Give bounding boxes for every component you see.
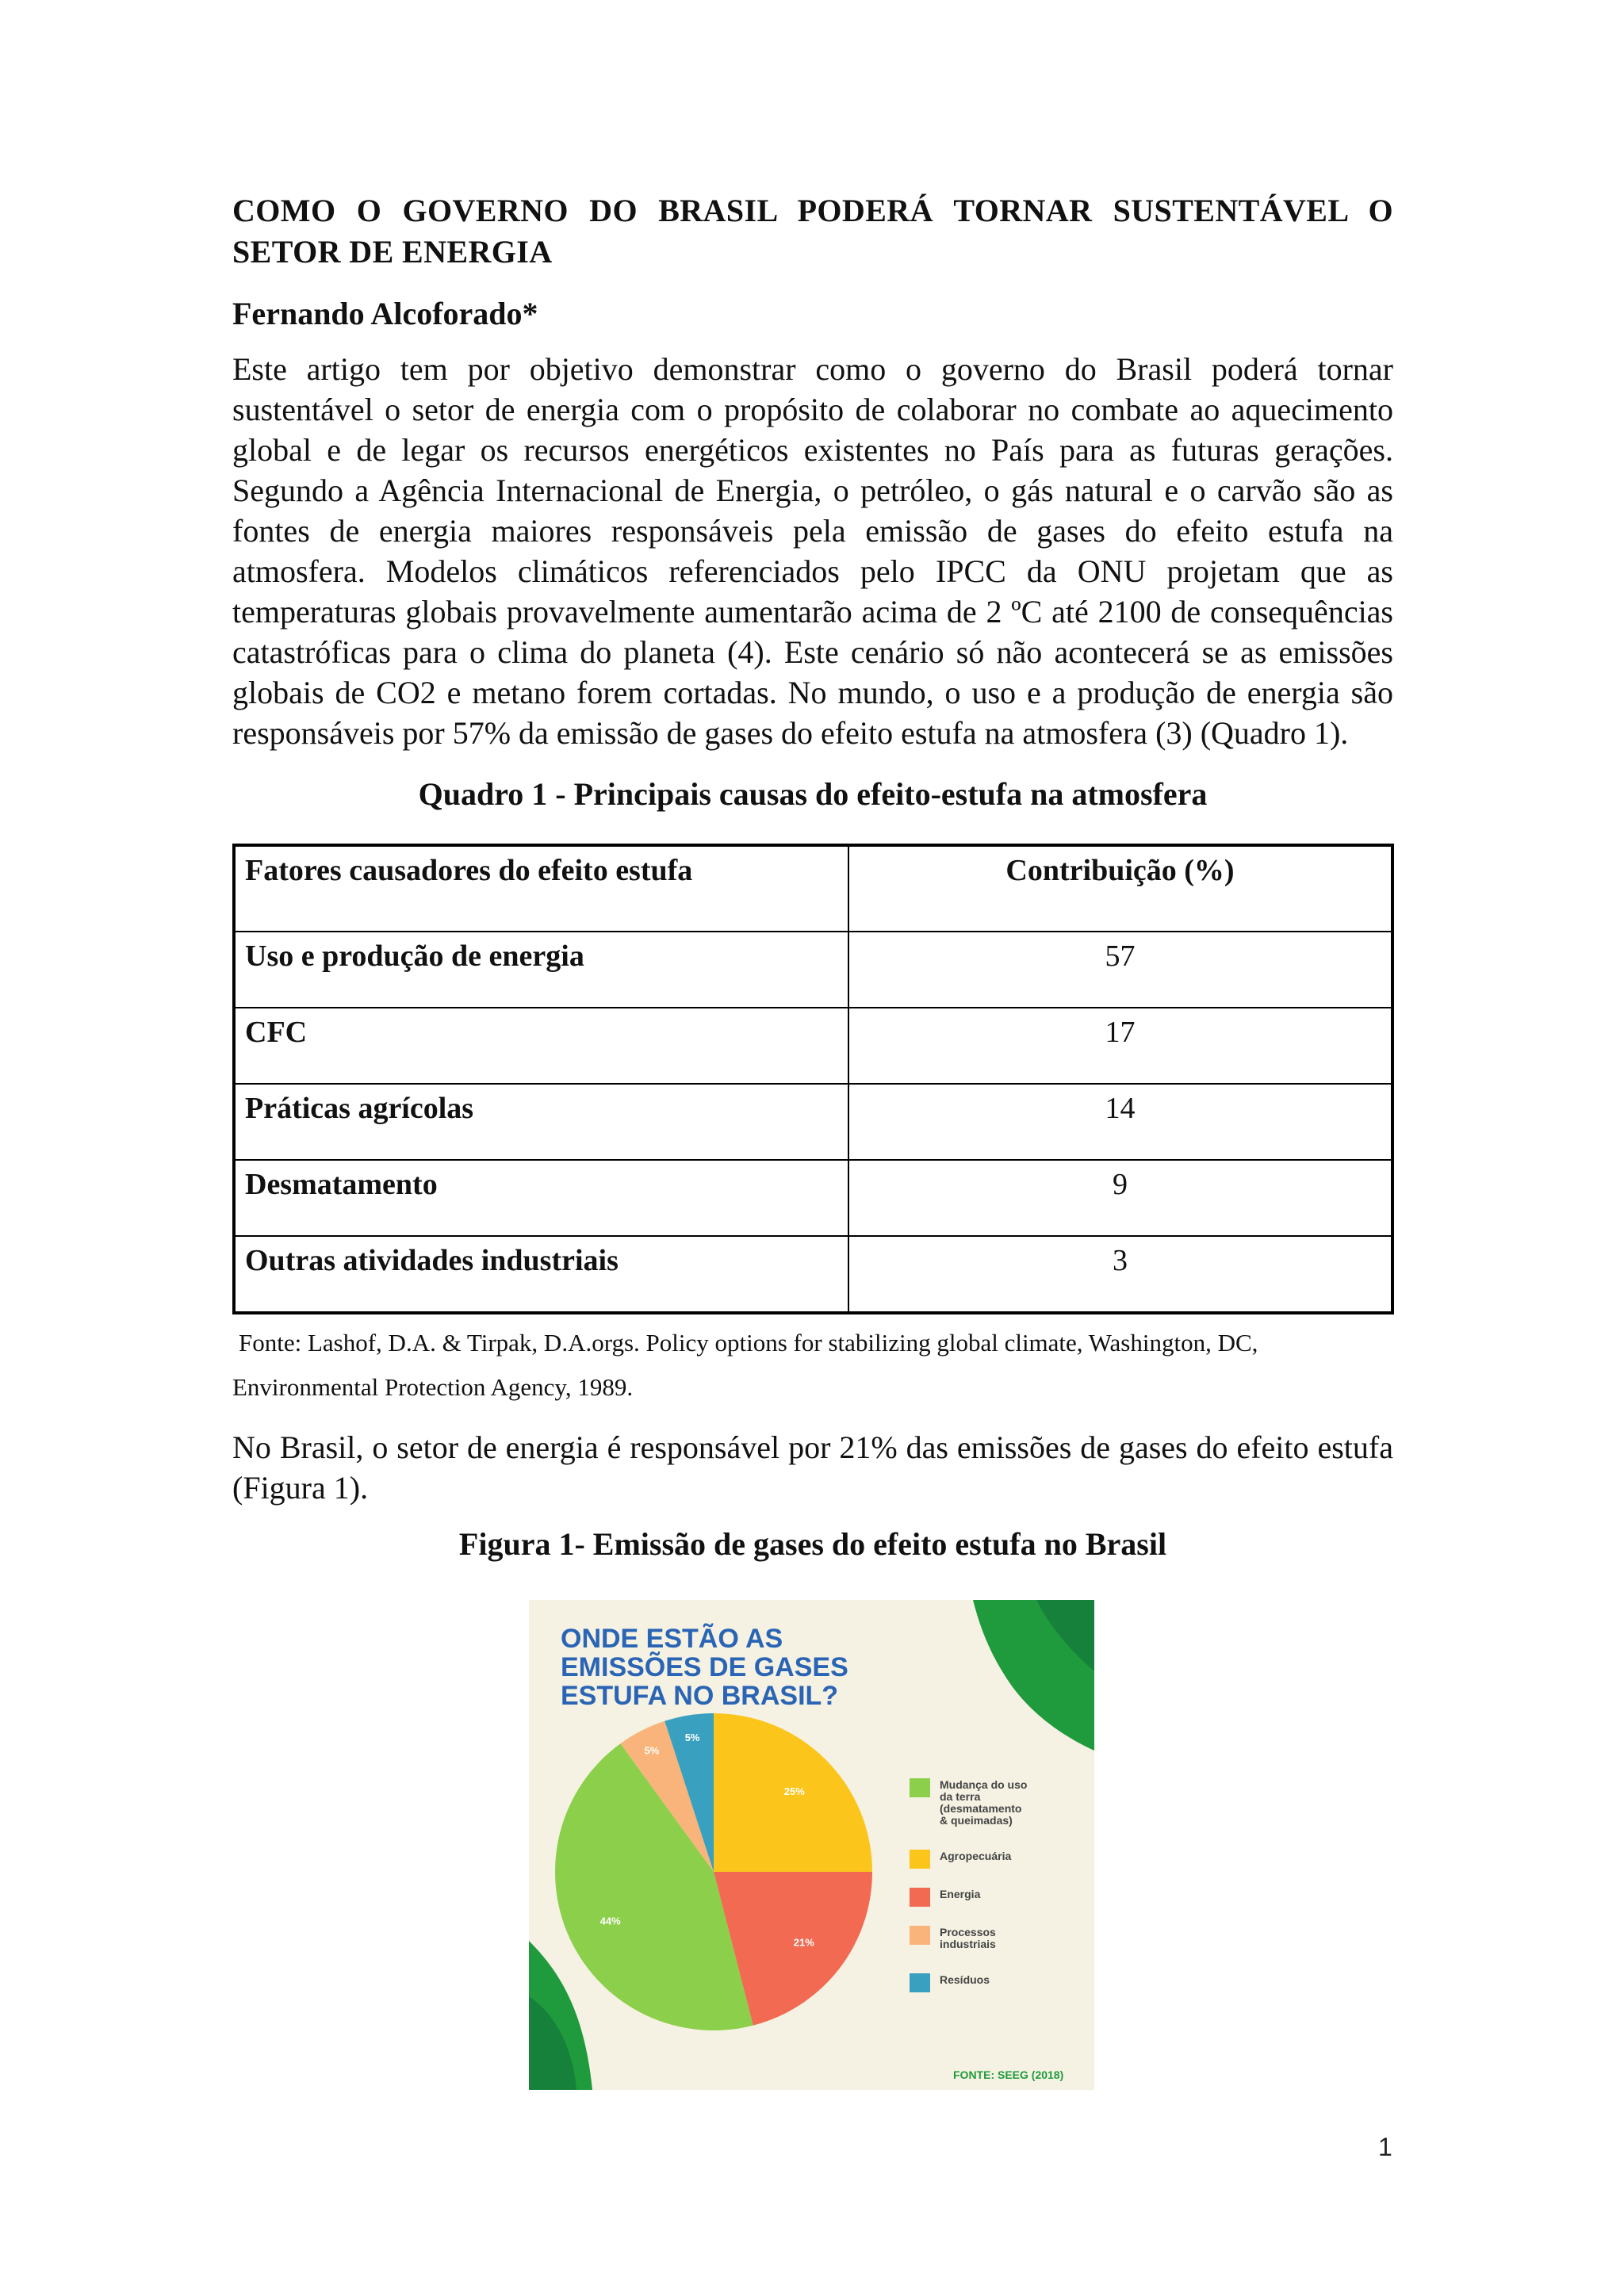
table-row bbox=[234, 1236, 1392, 1313]
pie-slice-value-label: 21% bbox=[793, 1936, 814, 1949]
chart-title-line: ONDE ESTÃO AS bbox=[561, 1624, 783, 1654]
row-contribution: 9 bbox=[848, 1160, 1392, 1236]
pie-slice-value-label: 25% bbox=[783, 1785, 805, 1798]
legend-swatch bbox=[910, 1973, 930, 1992]
legend-label: (desmatamento bbox=[940, 1802, 1022, 1815]
pie-chart bbox=[529, 1600, 1094, 2090]
row-contribution: 17 bbox=[848, 1008, 1392, 1084]
chart-source: FONTE: SEEG (2018) bbox=[953, 2068, 1064, 2081]
paragraph-2: No Brasil, o setor de energia é responsável por 21% das emissões de gases do efeito estufa (Figura 1). bbox=[232, 1429, 1393, 1506]
pie-slice-value-label: 44% bbox=[599, 1915, 621, 1927]
legend-swatch bbox=[910, 1888, 930, 1907]
pie-slice-value-label: 5% bbox=[684, 1732, 700, 1744]
legend-label: Processos bbox=[940, 1926, 996, 1938]
legend-label: Energia bbox=[940, 1888, 981, 1900]
emissions-causes-table bbox=[232, 844, 1394, 1314]
table-source-line-1: Fonte: Lashof, D.A. & Tirpak, D.A.orgs. Policy options for stabilizing global climate, Washington, DC, bbox=[239, 1329, 1258, 1357]
emissions-infographic bbox=[529, 1600, 1094, 2090]
chart-title-line: ESTUFA NO BRASIL? bbox=[561, 1681, 839, 1711]
row-factor: Práticas agrícolas bbox=[234, 1084, 848, 1160]
row-factor: CFC bbox=[234, 1008, 848, 1084]
row-factor: Uso e produção de energia bbox=[234, 932, 848, 1008]
pie-slice-value-label: 5% bbox=[644, 1744, 660, 1757]
article-author: Fernando Alcoforado* bbox=[232, 296, 538, 331]
row-factor: Outras atividades industriais bbox=[234, 1236, 848, 1313]
table-row bbox=[234, 932, 1392, 1008]
article-title: COMO O GOVERNO DO BRASIL PODERÁ TORNAR SUSTENTÁVEL O SETOR DE ENERGIA bbox=[232, 193, 1393, 270]
article-body bbox=[232, 190, 1393, 1565]
table-source bbox=[232, 1321, 1393, 1410]
table-caption: Quadro 1 - Principais causas do efeito-estufa na atmosfera bbox=[418, 776, 1208, 812]
legend-swatch bbox=[910, 1850, 930, 1869]
paragraph-1: Este artigo tem por objetivo demonstrar como o governo do Brasil poderá tornar sustentável o setor de energia com o propósito de colaborar no combate ao aquecimento global e de legar os recursos energéticos existentes no País para as futuras gerações. Segundo a Agência Internacional de Energia, o petróleo, o gás natural e o carvão são as fontes de energia maiores responsáveis pela emissão de gases do efeito estufa na atmosfera. Modelos climáticos referenciados pelo IPCC da ONU projetam que as temperaturas globais provavelmente aumentarão acima de 2 ºC até 2100 de consequências catastróficas para o clima do planeta (4). Este cenário só não acontecerá se as emissões globais de CO2 e metano forem cortadas. No mundo, o uso e a produção de energia são responsáveis por 57% da emissão de gases do efeito estufa na atmosfera (3) (Quadro 1). bbox=[232, 351, 1393, 751]
legend-label: Mudança do uso bbox=[940, 1778, 1028, 1791]
legend-label: Agropecuária bbox=[940, 1850, 1012, 1862]
legend-label: industriais bbox=[940, 1938, 996, 1950]
row-contribution: 3 bbox=[848, 1236, 1392, 1313]
legend-swatch bbox=[910, 1778, 930, 1797]
legend-label: Resíduos bbox=[940, 1973, 990, 1986]
table-source-line-2: Environmental Protection Agency, 1989. bbox=[232, 1373, 634, 1401]
table-header-row bbox=[234, 845, 1392, 932]
page-number: 1 bbox=[1378, 2133, 1392, 2161]
chart-title-line: EMISSÕES DE GASES bbox=[561, 1652, 848, 1682]
row-factor: Desmatamento bbox=[234, 1160, 848, 1236]
row-contribution: 57 bbox=[848, 932, 1392, 1008]
header-contribution: Contribuição (%) bbox=[848, 845, 1392, 932]
figure-caption: Figura 1- Emissão de gases do efeito estufa no Brasil bbox=[458, 1526, 1167, 1562]
legend-label: da terra bbox=[940, 1790, 981, 1803]
table-row bbox=[234, 1160, 1392, 1236]
legend-label: & queimadas) bbox=[940, 1814, 1013, 1827]
table-row bbox=[234, 1084, 1392, 1160]
header-factor: Fatores causadores do efeito estufa bbox=[234, 845, 848, 932]
pie-slices bbox=[555, 1713, 872, 2030]
table-row bbox=[234, 1008, 1392, 1084]
row-contribution: 14 bbox=[848, 1084, 1392, 1160]
legend-swatch bbox=[910, 1926, 930, 1945]
